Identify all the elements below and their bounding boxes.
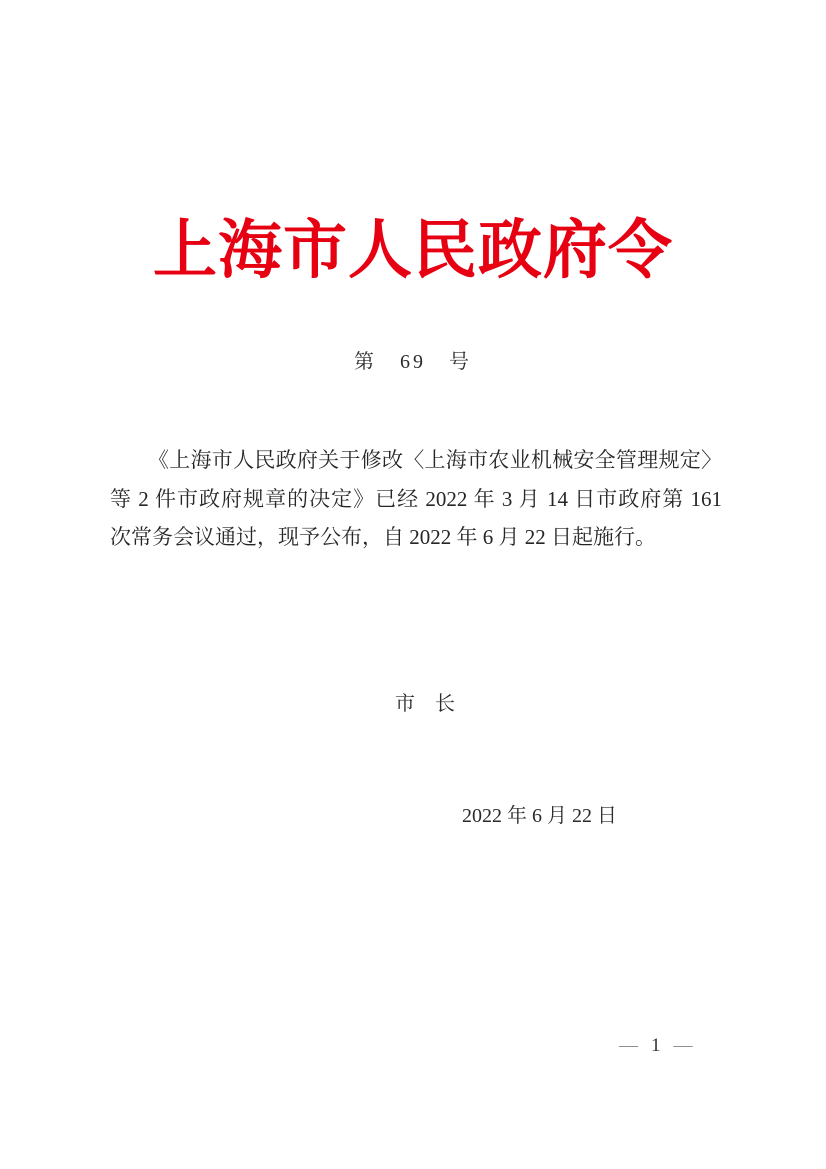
decree-title: 上海市人民政府令 bbox=[153, 213, 673, 288]
signer-title: 市 长 bbox=[395, 693, 455, 715]
order-number: 第 69 号 bbox=[354, 351, 472, 373]
page-number-dash-left: — bbox=[619, 1035, 638, 1056]
issue-date: 2022 年 6 月 22 日 bbox=[462, 805, 617, 827]
page-number-value: 1 bbox=[651, 1035, 661, 1056]
body-line-2: 等 2 件市政府规章的决定》已经 2022 年 3 月 14 日市政府第 161 bbox=[110, 486, 722, 511]
page-number-dash-right: — bbox=[673, 1035, 693, 1056]
body-paragraph bbox=[110, 441, 722, 557]
page-number bbox=[619, 1034, 693, 1058]
body-line-3: 次常务会议通过，现予公布，自 2022 年 6 月 22 日起施行。 bbox=[110, 525, 656, 549]
body-line-1: 《上海市人民政府关于修改〈上海市农业机械安全管理规定〉 bbox=[148, 448, 722, 472]
